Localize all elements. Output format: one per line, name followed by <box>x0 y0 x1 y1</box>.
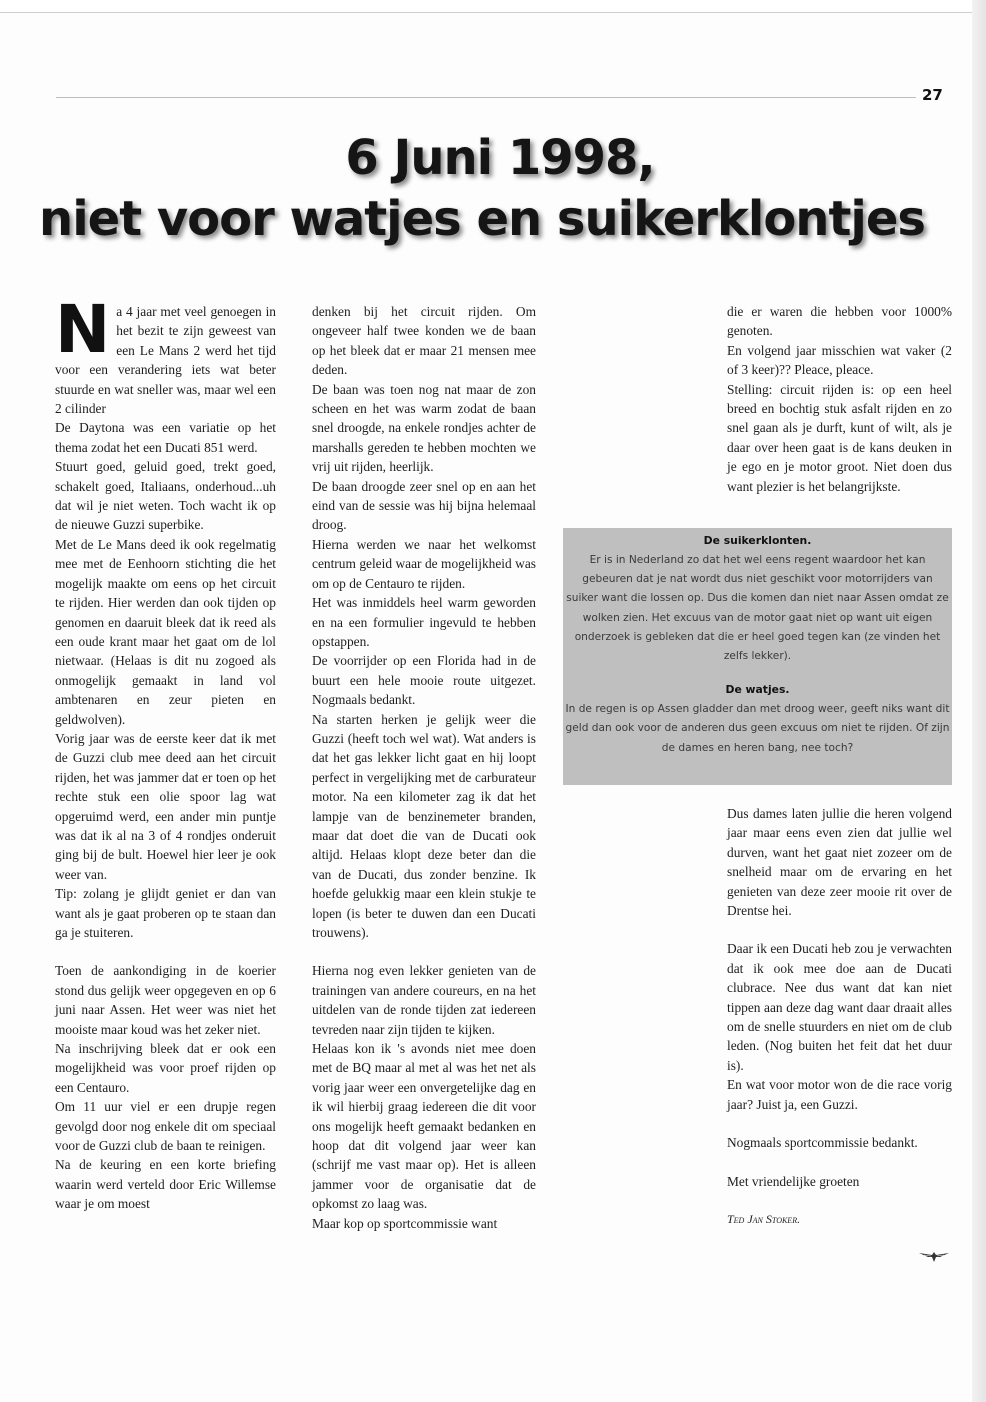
paragraph: denken bij het circuit rijden. Om ongeveer half twee konden we de baan op het bleek dat er maar 21 mensen mee deden. <box>312 304 536 378</box>
paragraph: Na inschrijving bleek dat er ook een mogelijkheid was voor proef rijden op een Centauro. <box>55 1041 276 1095</box>
paragraph: Maar kop op sportcommissie want <box>312 1215 498 1231</box>
paragraph: En volgend jaar misschien wat vaker (2 of 3 keer)?? Pleace, pleace. <box>727 342 952 378</box>
page-number: 27 <box>922 86 943 104</box>
paragraph: De baan was toen nog nat maar de zon scheen en het was warm zodat de baan snel droogde, na enkele rondjes achter de marshalls gereden te hebben mochten we vrij uit rijden, heerlijk. <box>312 381 536 475</box>
article-title <box>40 128 960 250</box>
sidebar-box <box>563 528 952 785</box>
paragraph: die er waren die hebben voor 1000% genoten. <box>727 304 952 339</box>
column-3-bottom <box>727 804 952 1229</box>
drop-cap: N <box>55 291 111 368</box>
eagle-emblem-icon <box>918 1250 950 1264</box>
paragraph: De Daytona was een variatie op het thema zodat het een Ducati 851 werd. <box>55 420 276 455</box>
paragraph: Helaas kon ik 's avonds niet mee doen met de BQ maar al met al was het net als vorig jaar weer een onvergetelijke dag en ik wil hierbij graag iedereen die dit voor ons mogelijk heeft gemaakt bedanken en hoop dat dit volgend jaar weer kan (schrijf me vast maar op). Het is alleen jammer voor de organisatie dat de opkomst zo laag was. <box>312 1041 536 1212</box>
paragraph: Om 11 uur viel er een drupje regen gevolgd door nog enkele dit om speciaal voor de Guzzi club de baan te reinigen. <box>55 1099 276 1154</box>
sidebar-text-suikerklonten: Er is in Nederland zo dat het wel eens regent waardoor het kan gebeuren dat je nat wordt dus niet geschikt voor motorrijders van suiker want die lossen op. Dus die komen dan niet naar Assen omdat ze wolken zien. Het excuus van de motor gaat niet op want uit eigen onderzoek is gebleken dat die er heel goed tegen kan (ze vinden het zelfs lekker). <box>566 554 949 663</box>
author-signature: Ted Jan Stoker. <box>727 1211 801 1226</box>
paragraph: Toen de aankondiging in de koerier stond dus gelijk weer opgegeven en op 6 juni naar Assen. Het weer was niet het mooiste maar koud was het zeker niet. <box>55 963 276 1037</box>
sidebar-heading-watjes: De watjes. <box>725 683 790 697</box>
paragraph: Tip: zolang je glijdt geniet er dan van want als je gaat proberen op te staan dan ga je stuiteren. <box>55 886 276 940</box>
sidebar-text-watjes: In de regen is op Assen gladder dan met droog weer, geeft niks want dit geld dan ook voor de anderen dus geen excuus om niet te rijden. Of zijn de dames en heren bang, nee toch? <box>565 703 950 754</box>
title-line-1: 6 Juni 1998, <box>345 130 655 186</box>
paragraph: Na de keuring en een korte briefing waarin werd verteld door Eric Willemse waar je om moest <box>55 1157 276 1212</box>
paragraph: Stuurt goed, geluid goed, trekt goed, schakelt goed, Italiaans, onderhoud...uh dat wil je niet weten. Toch wacht ik op de nieuwe Guzzi superbike. <box>55 459 276 533</box>
column-2 <box>312 302 536 1233</box>
paragraph: Met vriendelijke groeten <box>727 1173 860 1189</box>
paragraph: Na starten herken je gelijk weer die Guzzi (heeft toch wel wat). Wat anders is dat het gas lekker licht gaat en hij loopt perfect in vergelijking met de carburateur motor. Na een kilometer zag ik dat het lampje van de benzinemeter branden, maar dat doet die van de Ducati ook altijd. Helaas klopt deze beter dan die van de Ducati, dus zonder benzine. Ik hoefde gelukkig maar een klein stukje te lopen (is beter te duwen dan een Ducati trouwens). <box>312 711 536 940</box>
header-rule <box>56 97 916 98</box>
paragraph: Stelling: circuit rijden is: op een heel breed en bochtig stuk asfalt rijden en zo snel gaan als je durft, kunt of wilt, als je daar over heen gaat is de kans deuken in je ego en je motor groot. Niet doen dus want plezier is het belangrijkste. <box>727 381 952 494</box>
paragraph: En wat voor motor won de die race vorig jaar? Juist ja, een Guzzi. <box>727 1077 952 1112</box>
paragraph: Nogmaals sportcommissie bedankt. <box>727 1135 918 1151</box>
sidebar-heading-suikerklonten: De suikerklonten. <box>703 534 812 547</box>
column-1 <box>55 291 276 1214</box>
paragraph: Dus dames laten jullie die heren volgend jaar maar eens even zien dat jullie wel durven, want het gaat niet zozeer om de snelheid maar om de ervaring en het genieten van deze zeer mooie rit over de Drentse hei. <box>727 806 952 919</box>
title-line-2: niet voor watjes en suikerklontjes <box>39 191 925 247</box>
page-right-edge <box>972 0 986 1402</box>
paragraph: Daar ik een Ducati heb zou je verwachten dat ik ook mee doe aan de Ducati clubrace. Nee dus want dat kan niet tippen aan deze dag want daar draait alles om de snelle stuurders en niet om de club leden. (Nog buiten het feit dat het duur is). <box>727 941 952 1073</box>
paragraph-text: a 4 jaar met veel genoegen in het bezit te zijn geweest van een Le Mans 2 werd het tijd voor een verandering iets wat beter stuurde en wat sneller was, maar wel een 2 cilinder <box>55 304 276 417</box>
paragraph: De voorrijder op een Florida had in de buurt een hele mooie route uitgezet. Nogmaals bedankt. <box>312 653 536 708</box>
paragraph: Vorig jaar was de eerste keer dat ik met de Guzzi club mee deed aan het circuit rijden, het was jammer dat er toen op het rechte stuk een olie spoor lag wat opgeruimd werd, een ander min puntje was dat ik al na 3 of 4 rondjes onderuit ging bij de bult. Hoewel hier leer je ook weer van. <box>55 730 276 882</box>
paragraph: De baan droogde zeer snel op en aan het eind van de sessie was hij bijna helemaal droog. <box>312 478 536 533</box>
column-3-top <box>727 302 952 496</box>
paragraph: Hierna nog even lekker genieten van de trainingen van andere coureurs, en na het uitdelen van de ronde tijden zat iedereen tevreden naar zijn tijden te kijken. <box>312 963 536 1037</box>
paragraph: Hierna werden we naar het welkomst centrum geleid waar de mogelijkheid was om op de Centauro te rijden. <box>312 536 536 591</box>
page-top-edge <box>0 0 986 13</box>
paragraph <box>55 291 276 418</box>
paragraph: Het was inmiddels heel warm geworden en na een formulier ingevuld te hebben opstappen. <box>312 595 536 649</box>
paragraph: Met de Le Mans deed ik ook regelmatig mee met de Eenhoorn stichting die het mogelijk maakte om eens op het circuit te rijden. Hier werden dan ook tijden op genomen en daaruit bleek dat ik reed als een oude krant maar het gaat om de lol nietwaar. (Helaas is dit nu zogoed als onmogelijk gemaakt in land vol ambtenaren en zeur pieten en geldwolven). <box>55 536 276 727</box>
